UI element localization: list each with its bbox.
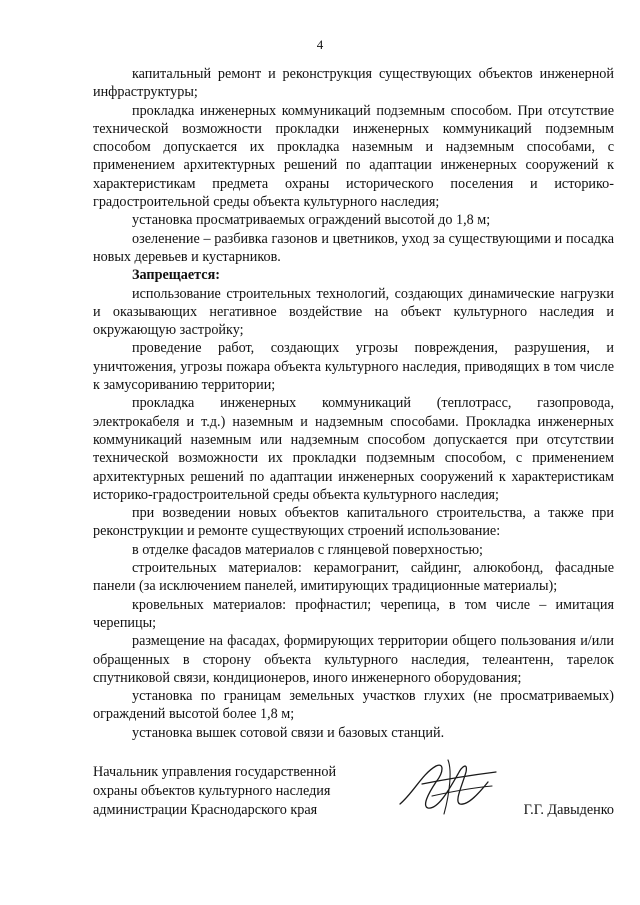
paragraph: кровельных материалов: профнастил; черепица, в том числе – имитация черепицы; [93, 596, 614, 631]
paragraph: установка просматриваемых ограждений высотой до 1,8 м; [132, 212, 491, 229]
signatory-name: Г.Г. Давыденко [523, 802, 614, 818]
signatory-title [93, 763, 393, 820]
page-number: 4 [316, 37, 324, 52]
paragraph: проведение работ, создающих угрозы повреждения, разрушения, и уничтожения, угрозы пожара объекта культурного наследия, приводящих в том числе к замусориванию территории; [93, 340, 614, 394]
signatory-title-line: Начальник управления государственной [93, 764, 337, 780]
paragraph: установка по границам земельных участков глухих (не просматриваемых) ограждений высотой более 1,8 м; [93, 688, 614, 723]
paragraph: прокладка инженерных коммуникаций (теплотрасс, газопровода, электрокабеля и т.д.) наземным и надземным способами. Прокладка инженерных коммуникаций наземным или надземным способом допускается при отсутствии технической возможности их прокладки подземным способом, с применением архитектурных решений по адаптации инженерных сооружений к характеристикам историко-градостроительной среды объекта культурного наследия; [93, 395, 614, 503]
paragraph: прокладка инженерных коммуникаций подземным способом. При отсутствие технической возможности прокладки инженерных коммуникаций подземным способом допускается их прокладка наземным и надземным способами, с применением архитектурных решений по адаптации инженерных сооружений к характеристикам предмета охраны исторического поселения и историко-градостроительной среды объекта культурного наследия; [93, 102, 614, 211]
paragraph: при возведении новых объектов капитального строительства, а также при реконструкции и ремонте существующих строений использование: [93, 505, 614, 540]
paragraph: капитальный ремонт и реконструкция существующих объектов инженерной инфраструктуры; [93, 66, 614, 101]
paragraph: озеленение – разбивка газонов и цветников, уход за существующими и посадка новых деревьев и кустарников. [93, 230, 614, 265]
signatory-title-line: охраны объектов культурного наследия [93, 783, 331, 799]
paragraph: использование строительных технологий, создающих динамические нагрузки и оказывающих негативное воздействие на объект культурного наследия и окружающую застройку; [93, 285, 614, 339]
paragraph: размещение на фасадах, формирующих территории общего пользования и/или обращенных в сторону объекта культурного наследия, телеантенн, тарелок спутниковой связи, кондиционеров, иного инженерного оборудования; [93, 633, 614, 686]
paragraph: в отделке фасадов материалов с глянцевой поверхностью; [132, 541, 483, 558]
paragraph: строительных материалов: керамогранит, сайдинг, алюкобонд, фасадные панели (за исключением панелей, имитирующих традиционные материалы); [93, 560, 614, 595]
handwritten-signature [392, 752, 502, 822]
document-body [93, 65, 614, 742]
section-heading: Запрещается: [132, 267, 220, 284]
paragraph: установка вышек сотовой связи и базовых станций. [132, 724, 445, 741]
signatory-title-line: администрации Краснодарского края [93, 802, 318, 818]
